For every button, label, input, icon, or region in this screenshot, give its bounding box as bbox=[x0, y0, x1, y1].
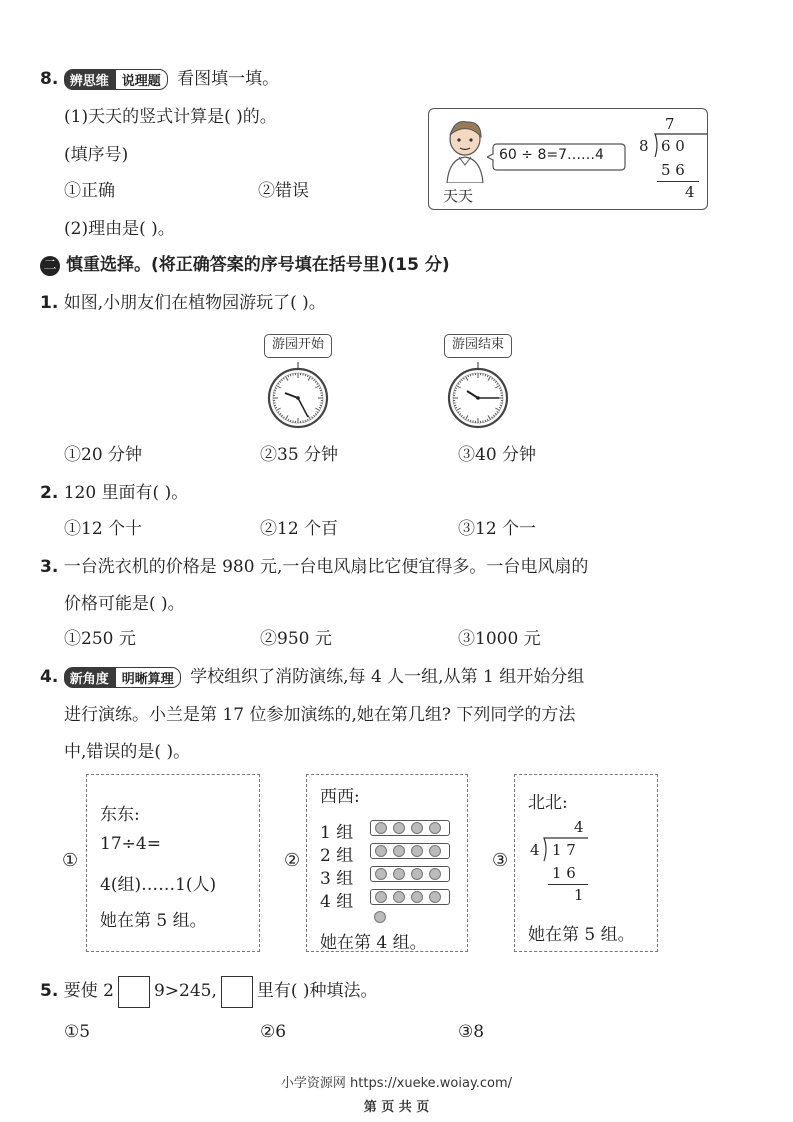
bead bbox=[393, 845, 405, 857]
footer-page: 第 页 共 页 bbox=[363, 1100, 430, 1115]
method-1-conclusion: 她在第 5 组。 bbox=[100, 911, 207, 931]
q4-line2: 进行演练。小兰是第 17 位参加演练的,她在第几组? 下列同学的方法 bbox=[64, 705, 576, 725]
bead bbox=[393, 822, 405, 834]
q3-stem bbox=[40, 552, 588, 577]
section-2-badge: 二 bbox=[40, 256, 60, 276]
q8-div-line bbox=[657, 181, 699, 182]
bead-row-4 bbox=[370, 889, 450, 905]
q1-number: 1. bbox=[40, 293, 59, 313]
q2-option-1[interactable]: ①12 个十 bbox=[64, 519, 143, 539]
method-3-product: 1 6 bbox=[552, 864, 576, 882]
end-clock-icon bbox=[443, 362, 513, 432]
clock-tick bbox=[290, 374, 291, 376]
method-2-name: 西西: bbox=[320, 787, 360, 807]
q8-div-product: 5 6 bbox=[661, 161, 685, 179]
q1-option-2[interactable]: ②35 分钟 bbox=[260, 445, 339, 465]
q1-option-3[interactable]: ③40 分钟 bbox=[458, 445, 537, 465]
q1-stem bbox=[40, 288, 326, 313]
bead-row-1 bbox=[370, 820, 450, 836]
q5-option-3[interactable]: ③8 bbox=[458, 1022, 485, 1042]
section-2-header bbox=[40, 250, 450, 276]
q4-tag-reasoning: 明晰算理 bbox=[115, 667, 181, 688]
bead bbox=[393, 891, 405, 903]
q1-option-1[interactable]: ①20 分钟 bbox=[64, 445, 143, 465]
q5-option-2[interactable]: ②6 bbox=[260, 1022, 287, 1042]
bead bbox=[411, 822, 423, 834]
q2-stem bbox=[40, 478, 188, 503]
method-3-name: 北北: bbox=[528, 793, 568, 813]
bead bbox=[429, 845, 441, 857]
method-3-dividend: 1 7 bbox=[552, 841, 576, 859]
clock-tick bbox=[305, 420, 306, 422]
q8-div-divisor: 8 bbox=[639, 137, 649, 155]
q2-option-3[interactable]: ③12 个一 bbox=[458, 519, 537, 539]
q5-pre: 要使 2 bbox=[63, 981, 114, 1001]
bead bbox=[393, 868, 405, 880]
q3-option-2[interactable]: ②950 元 bbox=[260, 629, 332, 649]
bead bbox=[411, 891, 423, 903]
q8-part1: (1)天天的竖式计算是( )的。 bbox=[64, 107, 277, 127]
q8-div-remainder: 4 bbox=[685, 183, 695, 201]
label-end-box bbox=[444, 334, 512, 358]
method-2-mark[interactable]: ② bbox=[284, 850, 301, 871]
clock-tick bbox=[500, 405, 502, 406]
clock-tick bbox=[305, 374, 306, 376]
q8-part2: (2)理由是( )。 bbox=[64, 219, 175, 239]
q8-tag-thinking: 辨思维 bbox=[64, 69, 115, 90]
method-2-group-2: 2 组 bbox=[320, 846, 354, 866]
q2-text: 120 里面有( )。 bbox=[63, 483, 189, 503]
extra-bead bbox=[374, 911, 386, 923]
method-3-divisor: 4 bbox=[530, 841, 540, 859]
clock-tick bbox=[485, 420, 486, 422]
method-3-line bbox=[548, 884, 588, 885]
bead bbox=[375, 868, 387, 880]
label-start-text: 游园开始 bbox=[271, 337, 324, 352]
q5-blank-box-2[interactable] bbox=[221, 976, 253, 1008]
q4-line3: 中,错误的是( )。 bbox=[64, 742, 191, 762]
q5-stem bbox=[40, 974, 378, 1008]
q8-tag-reasoning: 说理题 bbox=[115, 69, 168, 90]
q8-number: 8. bbox=[40, 69, 59, 89]
q4-line1: 学校组织了消防演练,每 4 人一组,从第 1 组开始分组 bbox=[190, 667, 585, 687]
q8-title: 看图填一填。 bbox=[177, 69, 280, 89]
method-2-group-4: 4 组 bbox=[320, 892, 354, 912]
method-2-group-1: 1 组 bbox=[320, 823, 354, 843]
method-1-equation: 17÷4= bbox=[100, 834, 161, 854]
method-1-mark[interactable]: ① bbox=[62, 850, 79, 871]
method-2-group-3: 3 组 bbox=[320, 869, 354, 889]
q5-option-1[interactable]: ①5 bbox=[64, 1022, 91, 1042]
q8-div-dividend: 6 0 bbox=[661, 137, 685, 155]
q8-figure-box bbox=[428, 108, 708, 210]
bead bbox=[411, 868, 423, 880]
clock-tick bbox=[470, 420, 471, 422]
clock-tick bbox=[470, 374, 471, 376]
clock-tick bbox=[290, 420, 291, 422]
clock-tick bbox=[500, 390, 502, 391]
clock-tick bbox=[454, 405, 456, 406]
method-3-conclusion: 她在第 5 组。 bbox=[528, 925, 635, 945]
q2-number: 2. bbox=[40, 483, 59, 503]
q5-number: 5. bbox=[40, 981, 59, 1001]
q4-number: 4. bbox=[40, 667, 59, 687]
bead bbox=[411, 845, 423, 857]
bead bbox=[375, 822, 387, 834]
method-3-quotient: 4 bbox=[574, 818, 584, 836]
q3-line2: 价格可能是( )。 bbox=[64, 594, 185, 614]
section-2-title: 慎重选择。(将正确答案的序号填在括号里)(15 分) bbox=[66, 255, 450, 275]
label-end-text: 游园结束 bbox=[451, 337, 504, 352]
q3-line1: 一台洗衣机的价格是 980 元,一台电风扇比它便宜得多。一台电风扇的 bbox=[63, 557, 589, 577]
method-2-conclusion: 她在第 4 组。 bbox=[320, 933, 427, 953]
bead-row-2 bbox=[370, 843, 450, 859]
label-start-box bbox=[264, 334, 332, 358]
q3-number: 3. bbox=[40, 557, 59, 577]
bead bbox=[429, 868, 441, 880]
method-3-mark[interactable]: ③ bbox=[492, 850, 509, 871]
clock-tick bbox=[320, 390, 322, 391]
q2-option-2[interactable]: ②12 个百 bbox=[260, 519, 339, 539]
q8-child-name: 天天 bbox=[443, 187, 474, 205]
clock-tick bbox=[274, 390, 276, 391]
clock-tick bbox=[485, 374, 486, 376]
clock-tick bbox=[320, 405, 322, 406]
q8-header bbox=[40, 64, 279, 90]
method-1-name: 东东: bbox=[100, 805, 140, 825]
method-3-remainder: 1 bbox=[574, 886, 584, 904]
q4-stem bbox=[40, 662, 584, 688]
q3-option-3[interactable]: ③1000 元 bbox=[458, 629, 541, 649]
q4-tag-new-angle: 新角度 bbox=[64, 667, 115, 688]
bead bbox=[375, 891, 387, 903]
q3-option-1[interactable]: ①250 元 bbox=[64, 629, 136, 649]
clock-tick bbox=[274, 405, 276, 406]
q5-blank-box-1[interactable] bbox=[118, 976, 150, 1008]
start-clock-icon bbox=[263, 362, 333, 432]
q5-post: 里有( )种填法。 bbox=[256, 981, 378, 1001]
clock-tick bbox=[454, 390, 456, 391]
q8-option-wrong[interactable]: ②错误 bbox=[258, 181, 309, 201]
bead bbox=[429, 822, 441, 834]
bead bbox=[429, 891, 441, 903]
footer-site: 小学资源网 https://xueke.woiay.com/ bbox=[280, 1076, 513, 1091]
q8-option-correct[interactable]: ①正确 bbox=[64, 181, 115, 201]
q8-part1-hint: (填序号) bbox=[64, 145, 129, 165]
q5-mid: 9>245, bbox=[153, 981, 217, 1001]
q1-text: 如图,小朋友们在植物园游玩了( )。 bbox=[63, 293, 326, 313]
q8-div-quotient: 7 bbox=[665, 115, 675, 133]
bead bbox=[375, 845, 387, 857]
method-1-result: 4(组)……1(人) bbox=[100, 875, 217, 895]
bead-row-3 bbox=[370, 866, 450, 882]
q8-speech-text: 60 ÷ 8=7……4 bbox=[499, 147, 604, 163]
